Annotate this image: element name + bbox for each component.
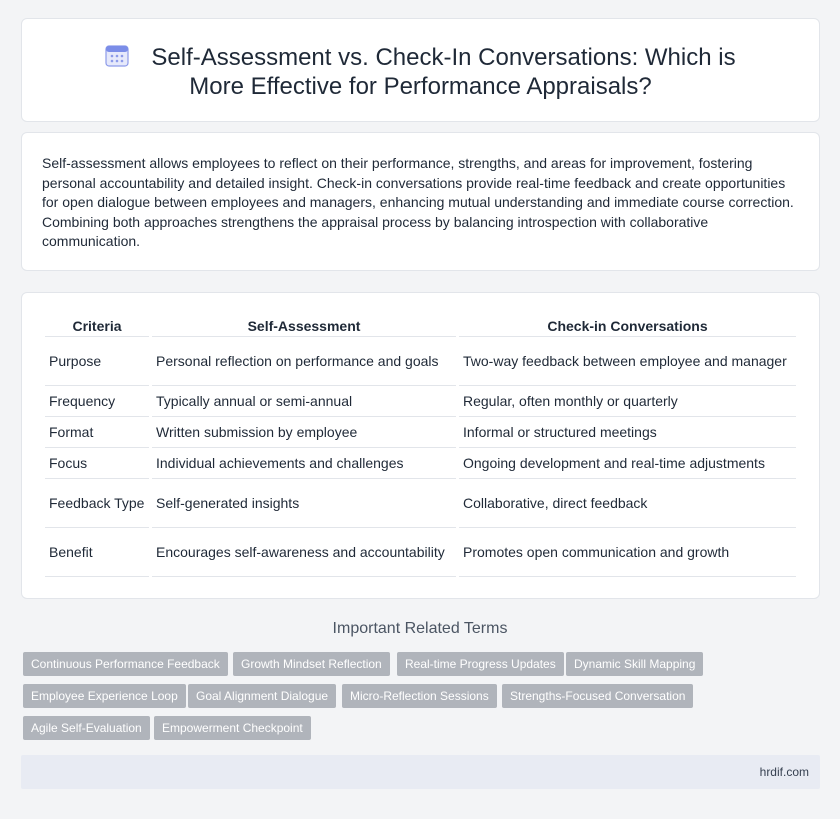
header-criteria: Criteria: [45, 315, 149, 337]
tag-employee-experience-loop[interactable]: Employee Experience Loop: [23, 684, 186, 708]
row-check-in: Informal or structured meetings: [459, 417, 796, 448]
tag-growth-mindset-reflection[interactable]: Growth Mindset Reflection: [233, 652, 390, 676]
row-check-in: Ongoing development and real-time adjustments: [459, 448, 796, 479]
table-row: [45, 479, 796, 528]
tag-agile-self-evaluation[interactable]: Agile Self-Evaluation: [23, 716, 150, 740]
row-check-in: Two-way feedback between employee and manager: [459, 337, 796, 386]
tag-real-time-progress-updates[interactable]: Real-time Progress Updates: [397, 652, 564, 676]
table-row: [45, 528, 796, 577]
tag-empowerment-checkpoint[interactable]: Empowerment Checkpoint: [154, 716, 311, 740]
row-check-in: Regular, often monthly or quarterly: [459, 386, 796, 417]
comparison-table: [42, 315, 799, 577]
tag-continuous-performance-feedback[interactable]: Continuous Performance Feedback: [23, 652, 228, 676]
page-title-wrap: [22, 43, 819, 101]
row-self-assessment: Written submission by employee: [152, 417, 456, 448]
row-criteria: Focus: [45, 448, 149, 479]
table-row: [45, 417, 796, 448]
footer-site-link[interactable]: hrdif.com: [759, 765, 809, 779]
summary-card: [21, 132, 820, 271]
row-criteria: Format: [45, 417, 149, 448]
summary-text: Self-assessment allows employees to reflect on their performance, strengths, and areas for improvement, fostering personal accountability and detailed insight. Check-in conversations provide real-time feedback and create opportunities for open dialogue between employees and managers, enhancing mutual understanding and immediate course correction. Combining both approaches strengthens the appraisal process by balancing introspection with collaborative communication.: [42, 155, 794, 249]
calendar-icon: [105, 43, 129, 67]
header-self-assessment: Self-Assessment: [152, 315, 456, 337]
table-row: [45, 337, 796, 386]
row-self-assessment: Encourages self-awareness and accountability: [152, 528, 456, 577]
tag-goal-alignment-dialogue[interactable]: Goal Alignment Dialogue: [188, 684, 336, 708]
tag-strengths-focused-conversation[interactable]: Strengths-Focused Conversation: [502, 684, 693, 708]
row-criteria: Frequency: [45, 386, 149, 417]
header-card: [21, 18, 820, 122]
row-check-in: Promotes open communication and growth: [459, 528, 796, 577]
row-self-assessment: Self-generated insights: [152, 479, 456, 528]
table-row: [45, 386, 796, 417]
tag-micro-reflection-sessions[interactable]: Micro-Reflection Sessions: [342, 684, 497, 708]
row-self-assessment: Personal reflection on performance and goals: [152, 337, 456, 386]
row-criteria: Purpose: [45, 337, 149, 386]
tag-dynamic-skill-mapping[interactable]: Dynamic Skill Mapping: [566, 652, 703, 676]
row-self-assessment: Typically annual or semi-annual: [152, 386, 456, 417]
row-criteria: Feedback Type: [45, 479, 149, 528]
table-header-row: [45, 315, 796, 337]
footer: [21, 755, 820, 789]
row-self-assessment: Individual achievements and challenges: [152, 448, 456, 479]
header-check-in: Check-in Conversations: [459, 315, 796, 337]
comparison-table-card: [21, 292, 820, 599]
row-criteria: Benefit: [45, 528, 149, 577]
page-title: Self-Assessment vs. Check-In Conversations: Which is More Effective for Performance Appraisals?: [151, 44, 736, 100]
row-check-in: Collaborative, direct feedback: [459, 479, 796, 528]
table-row: [45, 448, 796, 479]
related-terms-title: Important Related Terms: [332, 620, 508, 637]
